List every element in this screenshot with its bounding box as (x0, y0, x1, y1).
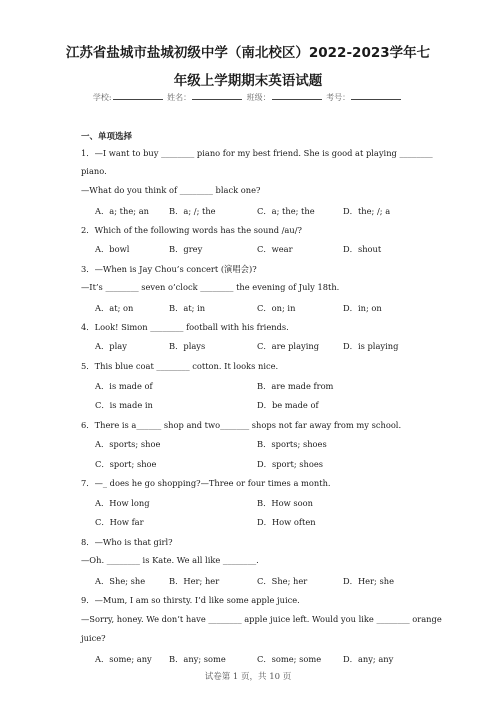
question-5-option-b: B．are made from (257, 381, 334, 391)
question-7-option-c: C．How far (95, 517, 144, 527)
question-4-option-c: C．are playing (257, 341, 320, 351)
question-9-option-d: D．any; any (343, 654, 394, 664)
question-1-stem-cont: piano. (81, 166, 107, 176)
school-label: 学校: (92, 93, 112, 102)
question-8-option-c: C．She; her (257, 576, 308, 586)
question-9-stem-2: —Sorry, honey. We don’t have ________ apple juice left. Would you like ________ orange (81, 614, 442, 624)
question-2-option-c: C．wear (257, 244, 293, 254)
question-8-option-a: A．She; she (95, 576, 146, 586)
question-6-option-b: B．sports; shoes (257, 439, 327, 449)
class-label: 班级： (246, 93, 271, 102)
question-5-option-a: A．is made of (95, 381, 153, 391)
student-info-row (0, 92, 496, 103)
question-2-option-b: B．grey (169, 244, 203, 254)
question-8-option-d: D．Her; she (343, 576, 395, 586)
name-blank (192, 99, 242, 100)
question-4-option-b: B．plays (169, 341, 206, 351)
number-blank (351, 99, 401, 100)
question-8-stem-2: —Oh. ________ is Kate. We all like ________. (81, 555, 259, 565)
question-2-option-d: D．shout (343, 244, 382, 254)
question-2-stem: 2．Which of the following words has the sound /au/? (81, 225, 302, 235)
question-5-option-d: D．be made of (257, 400, 319, 410)
section-heading: 一、单项选择 (81, 132, 133, 142)
question-2-option-a: A．bowl (95, 244, 130, 254)
question-1-option-b: B．a; /; the (169, 206, 216, 216)
question-8-stem: 8．—Who is that girl? (81, 537, 173, 547)
question-7-option-d: D．How often (257, 517, 316, 527)
question-3-option-c: C．on; in (257, 303, 296, 313)
question-6-option-c: C．sport; shoe (95, 459, 157, 469)
question-9-option-b: B．any; some (169, 654, 226, 664)
question-7-stem: 7．—_ does he go shopping?—Three or four times a month. (81, 478, 331, 488)
question-8-option-b: B．Her; her (169, 576, 220, 586)
question-3-option-b: B．at; in (169, 303, 206, 313)
question-1-option-a: A．a; the; an (95, 206, 149, 216)
question-4-stem: 4．Look! Simon ________ football with his friends. (81, 322, 289, 332)
question-6-option-d: D．sport; shoes (257, 459, 324, 469)
question-5-stem: 5．This blue coat ________ cotton. It looks nice. (81, 361, 279, 371)
question-3-option-d: D．in; on (343, 303, 382, 313)
question-9-option-a: A．some; any (95, 654, 152, 664)
question-1-stem-2: —What do you think of ________ black one? (81, 185, 261, 195)
question-3-stem-2: —It’s ________ seven o’clock ________ the evening of July 18th. (81, 282, 340, 292)
question-9-stem-cont: juice? (81, 633, 106, 643)
exam-title-line-2: 年级上学期期末英语试题 (173, 73, 323, 89)
name-label: 姓名： (167, 93, 192, 102)
question-7-option-b: B．How soon (257, 498, 313, 508)
number-label: 考号： (326, 93, 351, 102)
question-9-option-c: C．some; some (257, 654, 322, 664)
question-5-option-c: C．is made in (95, 400, 153, 410)
question-1-option-c: C．a; the; the (257, 206, 315, 216)
question-1-option-d: D．the; /; a (343, 206, 391, 216)
question-7-option-a: A．How long (95, 498, 150, 508)
question-3-stem: 3．—When is Jay Chou’s concert (演唱会)? (81, 264, 257, 274)
school-blank (113, 99, 163, 100)
class-blank (272, 99, 322, 100)
question-6-stem: 6．There is a______ shop and two_______ shops not far away from my school. (81, 420, 402, 430)
question-1-stem: 1．—I want to buy ________ piano for my best friend. She is good at playing ________ (81, 148, 433, 158)
question-4-option-d: D．is playing (343, 341, 399, 351)
question-4-option-a: A．play (95, 341, 127, 351)
page-footer: 试卷第 1 页，共 10 页 (204, 672, 292, 682)
question-9-stem: 9．—Mum, I am so thirsty. I’d like some apple juice. (81, 595, 300, 605)
exam-title-line-1: 江苏省盐城市盐城初级中学（南北校区）2022-2023学年七 (65, 45, 431, 61)
question-6-option-a: A．sports; shoe (95, 439, 161, 449)
question-3-option-a: A．at; on (95, 303, 134, 313)
